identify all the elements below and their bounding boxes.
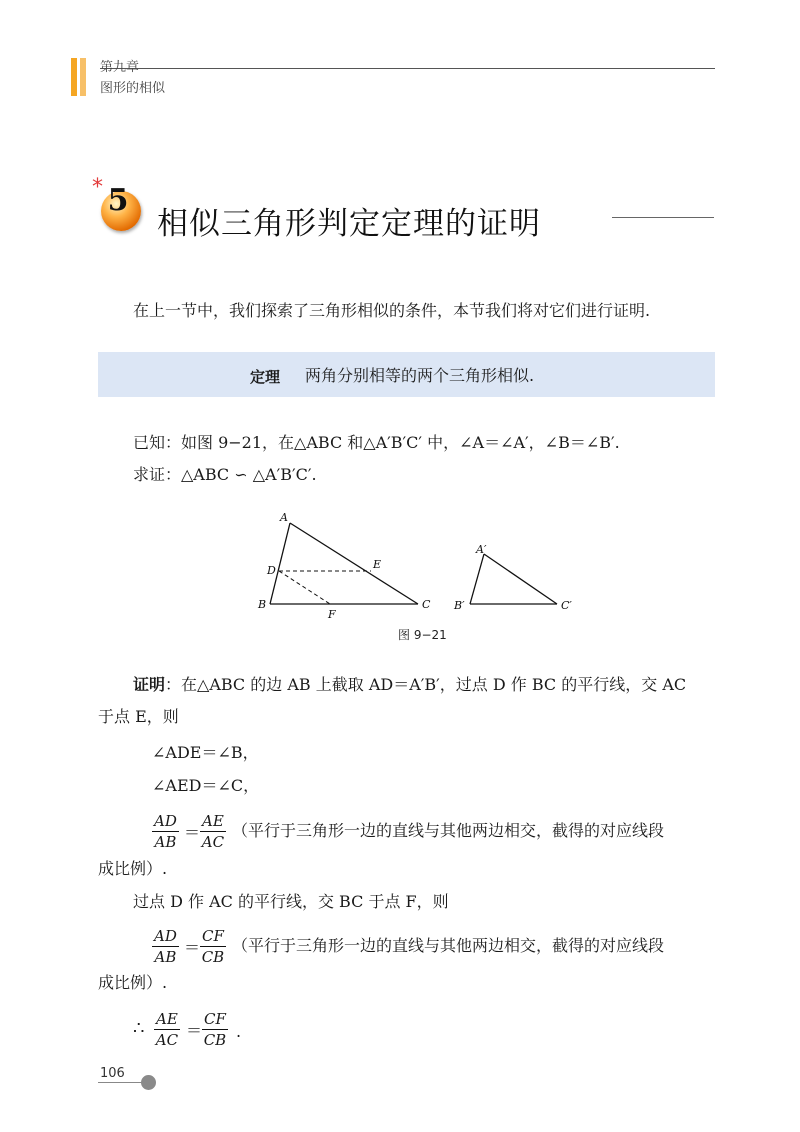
angle-equation-1: ∠ADE＝∠B， — [152, 743, 259, 762]
label-c: C — [422, 598, 431, 611]
fraction-denominator: AB — [154, 833, 177, 851]
fraction-denominator: AC — [155, 1031, 179, 1049]
fraction-ad-ab — [152, 812, 179, 851]
theorem-label: 定理 — [250, 368, 281, 386]
given-statement: 已知：如图 9−21，在△ABC 和△A′B′C′ 中，∠A＝∠A′，∠B＝∠B′. — [133, 433, 620, 452]
fraction-numerator: AD — [154, 812, 177, 830]
proof-line-2: 于点 E，则 — [98, 707, 179, 726]
reason-text-1: （平行于三角形一边的直线与其他两边相交，截得的对应线段 — [232, 821, 665, 840]
fraction-numerator: CF — [202, 927, 224, 945]
fraction-ad-ab-2 — [152, 927, 179, 966]
fraction-numerator: AE — [156, 1010, 178, 1028]
section-title: 相似三角形判定定理的证明 — [157, 206, 541, 242]
triangle-a-prime — [470, 554, 557, 604]
section-number: 5 — [107, 183, 129, 218]
page-number: 106 — [100, 1066, 125, 1081]
fraction-cf-cb-final — [202, 1010, 228, 1049]
final-period: . — [236, 1022, 242, 1041]
fraction-denominator: AC — [201, 833, 225, 851]
label-d: D — [267, 564, 276, 577]
header-chapter: 第九章 — [100, 60, 140, 75]
fraction-numerator: AE — [202, 812, 224, 830]
reason-continuation-2: 成比例）. — [98, 973, 168, 992]
fraction-denominator: CB — [203, 1031, 227, 1049]
page-number-rule — [98, 1082, 142, 1083]
figure-9-21 — [250, 508, 590, 623]
label-b-prime: B′ — [454, 599, 465, 612]
fraction-ae-ac — [200, 812, 226, 851]
title-rule — [612, 217, 714, 218]
equals-sign: ＝ — [184, 823, 201, 842]
fraction-denominator: CB — [201, 948, 225, 966]
label-c-prime: C′ — [561, 599, 572, 612]
triangle-abc — [270, 523, 418, 604]
label-b: B — [258, 598, 267, 611]
fraction-cf-cb — [200, 927, 226, 966]
segment-df — [279, 571, 330, 604]
label-a-prime: A′ — [476, 543, 487, 556]
proof-line-3: 过点 D 作 AC 的平行线，交 BC 于点 F，则 — [133, 892, 449, 911]
optional-star-marker: * — [92, 175, 103, 200]
angle-equation-2: ∠AED＝∠C， — [152, 776, 260, 795]
equals-sign: ＝ — [186, 1021, 203, 1040]
proof-line-1 — [133, 674, 686, 696]
therefore-symbol: ∴ — [133, 1018, 145, 1039]
header-accent-bar-light — [80, 58, 86, 96]
equals-sign: ＝ — [184, 938, 201, 957]
fraction-numerator: AD — [154, 927, 177, 945]
label-a: A — [280, 511, 288, 524]
header-chapter-title: 图形的相似 — [100, 81, 166, 96]
header-accent-bar — [71, 58, 77, 96]
fraction-numerator: CF — [204, 1010, 226, 1028]
proof-label: 证明 — [133, 675, 166, 694]
label-e: E — [373, 558, 382, 571]
to-prove-statement: 求证：△ABC ∽ △A′B′C′. — [133, 465, 317, 484]
fraction-ae-ac-final — [154, 1010, 180, 1049]
page-number-dot — [141, 1075, 156, 1090]
intro-paragraph: 在上一节中，我们探索了三角形相似的条件，本节我们将对它们进行证明. — [133, 301, 651, 320]
reason-text-2: （平行于三角形一边的直线与其他两边相交，截得的对应线段 — [232, 936, 665, 955]
proof-line-1-text: ：在△ABC 的边 AB 上截取 AD＝A′B′，过点 D 作 BC 的平行线，交 AC — [165, 675, 687, 694]
figure-caption: 图 9−21 — [398, 628, 447, 642]
label-f: F — [328, 608, 336, 621]
fraction-denominator: AB — [154, 948, 177, 966]
header-rule — [100, 68, 715, 69]
theorem-text: 两角分别相等的两个三角形相似. — [305, 366, 535, 385]
reason-continuation-1: 成比例）. — [98, 859, 168, 878]
